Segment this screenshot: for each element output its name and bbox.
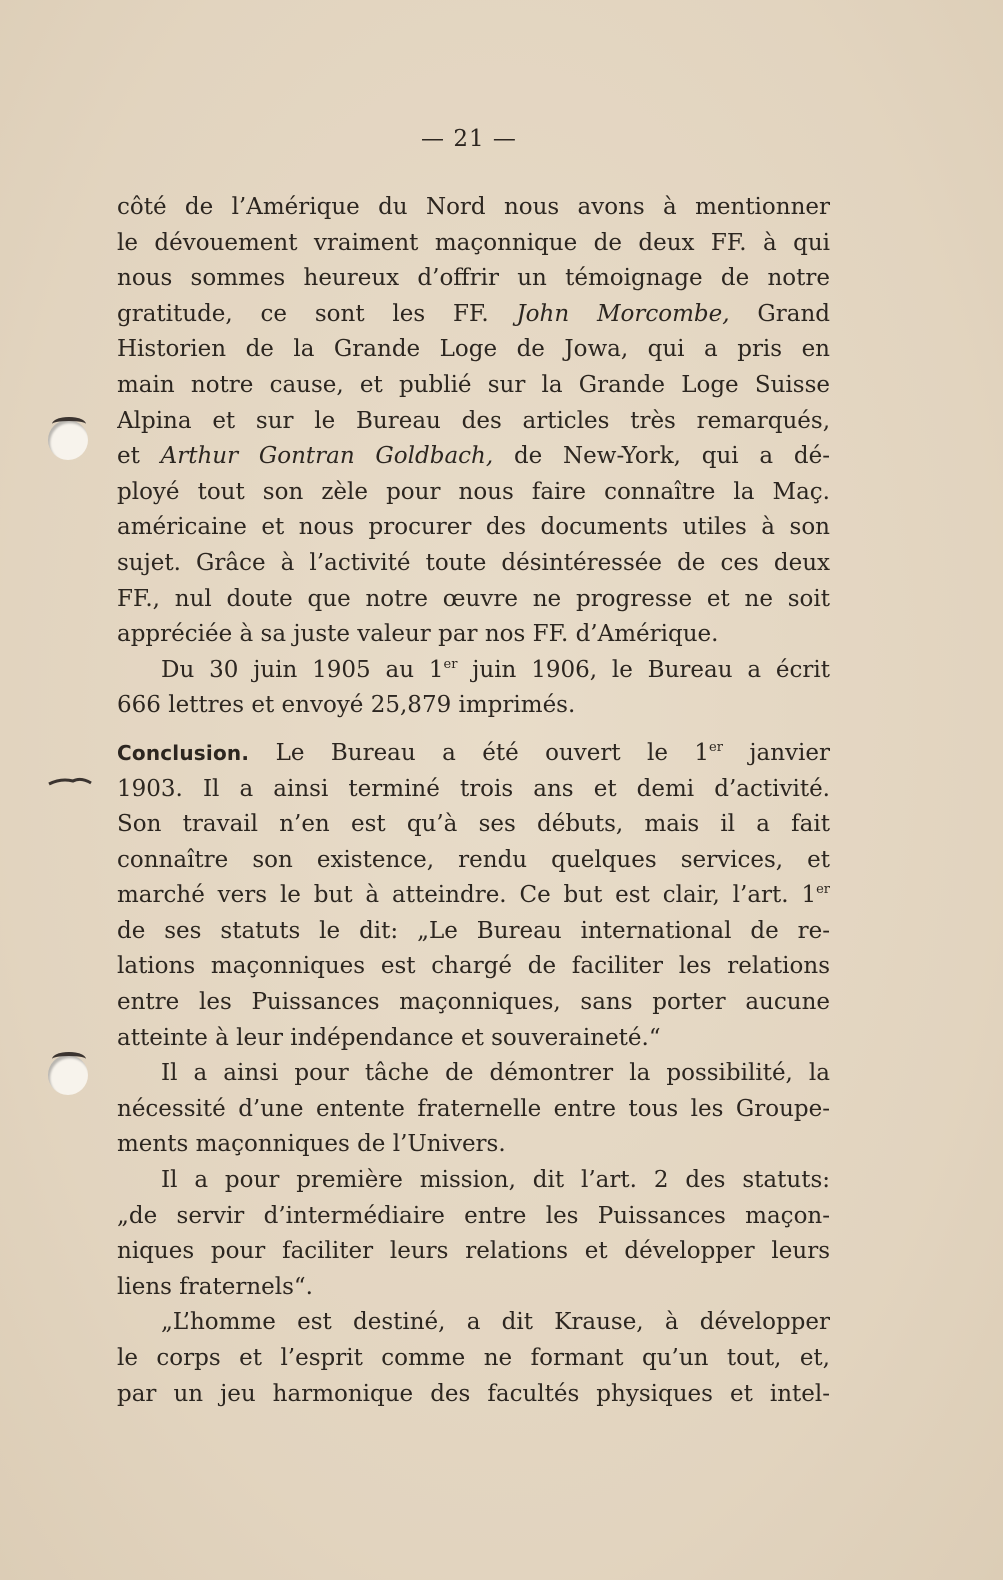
text-segment: gratitude, ce sont les FF. — [117, 300, 517, 327]
text-line: entre les Puissances maçonniques, sans porter aucune — [117, 989, 830, 1016]
text-line: niques pour faciliter leurs relations et développer leurs — [117, 1238, 830, 1265]
superscript: er — [709, 739, 723, 755]
text-line: côté de l’Amérique du Nord nous avons à mentionner — [117, 194, 830, 220]
name-john-morcombe: John Morcombe, — [516, 300, 730, 327]
text-line: Il a ainsi pour tâche de démontrer la possibilité, la — [161, 1060, 830, 1087]
text-line: le corps et l’esprit comme ne formant qu’un tout, et, — [117, 1345, 830, 1371]
text-line: Son travail n’en est qu’à ses débuts, mais il a fait — [117, 811, 830, 838]
text-line: main notre cause, et publié sur la Grande Loge Suisse — [117, 371, 830, 398]
text-line: 1903. Il a ainsi terminé trois ans et demi d’activité. — [117, 775, 830, 802]
text-line: nécessité d’une entente fraternelle entre tous les Groupe- — [117, 1095, 830, 1122]
text-line: FF., nul doute que notre œuvre ne progresse et ne soit — [117, 585, 830, 612]
text-line: ployé tout son zèle pour nous faire connaître la Maç. — [117, 478, 830, 505]
text-line: Historien de la Grande Loge de Jowa, qui a pris en — [117, 336, 830, 363]
text-line — [117, 297, 830, 333]
text-segment: janvier — [722, 739, 830, 766]
punch-hole-top — [48, 420, 88, 460]
margin-mark — [47, 775, 93, 789]
text-segment: de New-York, qui a dé- — [493, 443, 830, 470]
text-line: de ses statuts le dit: „Le Bureau international de re- — [117, 917, 830, 944]
text-line: ments maçonniques de l’Univers. — [117, 1131, 506, 1158]
body-text — [117, 190, 830, 1412]
text-segment: Grand — [729, 300, 830, 327]
text-line: Alpina et sur le Bureau des articles très remarqués, — [117, 407, 830, 434]
text-line: liens fraternels“. — [117, 1273, 313, 1300]
text-line — [117, 736, 830, 772]
text-segment: Le Bureau a été ouvert le 1 — [249, 739, 710, 766]
text-line — [117, 878, 830, 914]
page-number: — 21 — — [421, 126, 517, 152]
text-line — [117, 653, 830, 689]
text-line: lations maçonniques est chargé de faciliter les relations — [117, 953, 830, 980]
text-segment: Du 30 juin 1905 au 1 — [161, 656, 444, 683]
text-line: américaine et nous procurer des documents utiles à son — [117, 514, 830, 541]
punch-hole-bottom — [48, 1055, 88, 1095]
text-line — [117, 439, 830, 475]
text-segment: marché vers le but à atteindre. Ce but est clair, l’art. 1 — [117, 882, 817, 909]
text-line: connaître son existence, rendu quelques services, et — [117, 846, 830, 873]
text-line: le dévouement vraiment maçonnique de deux FF. à qui — [117, 229, 830, 256]
text-line: par un jeu harmonique des facultés physiques et intel- — [117, 1380, 830, 1407]
text-segment: juin 1906, le Bureau a écrit — [457, 656, 830, 683]
text-line: sujet. Grâce à l’activité toute désintéressée de ces deux — [117, 549, 830, 576]
text-line: „L’homme est destiné, a dit Krause, à développer — [161, 1309, 830, 1336]
name-arthur-goldbach: Arthur Gontran Goldbach, — [160, 443, 494, 470]
text-line: appréciée à sa juste valeur par nos FF. d’Amérique. — [117, 621, 719, 648]
text-line: Il a pour première mission, dit l’art. 2 des statuts: — [161, 1167, 830, 1194]
section-heading-conclusion: Conclusion. — [117, 740, 250, 765]
text-line: nous sommes heureux d’offrir un témoignage de notre — [117, 265, 830, 292]
superscript: er — [816, 882, 830, 898]
text-line: atteinte à leur indépendance et souveraineté.“ — [117, 1024, 661, 1051]
superscript: er — [443, 656, 458, 672]
text-segment: et — [117, 443, 161, 470]
text-line: „de servir d’intermédiaire entre les Puissances maçon- — [117, 1202, 830, 1229]
text-line: 666 lettres et envoyé 25,879 imprimés. — [117, 692, 576, 719]
